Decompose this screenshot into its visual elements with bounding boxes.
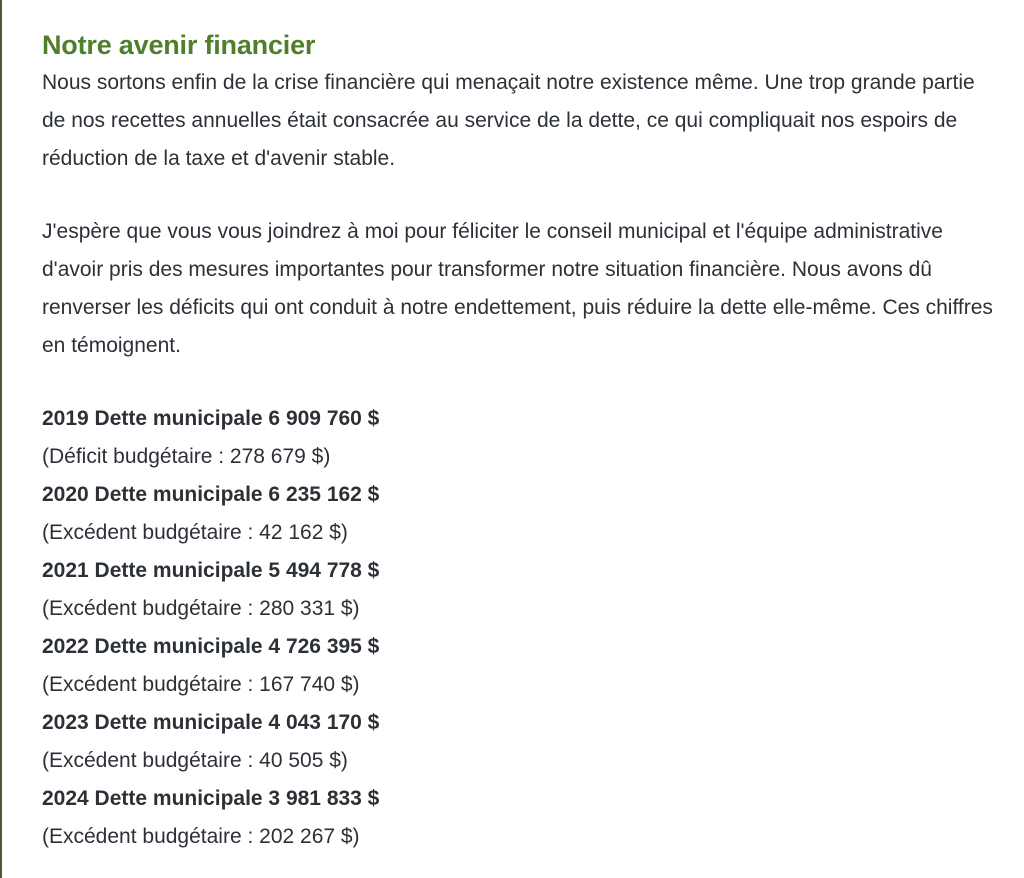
- debt-record-2023: [42, 704, 1002, 780]
- article-content: [42, 26, 1002, 856]
- debt-record-2019: [42, 400, 1002, 476]
- budget-balance-line: (Déficit budgétaire : 278 679 $): [42, 445, 331, 468]
- debt-record-2021: [42, 552, 1002, 628]
- congratulations-paragraph: J'espère que vous vous joindrez à moi pour féliciter le conseil municipal et l'équipe administrative d'avoir pris des mesures importantes pour transformer notre situation financière. Nous avons dû renverser les déficits qui ont conduit à notre endettement, puis réduire la dette elle-même. Ces chiffres en témoignent.: [42, 220, 993, 357]
- municipal-debt-line: 2022 Dette municipale 4 726 395 $: [42, 635, 380, 658]
- municipal-debt-line: 2024 Dette municipale 3 981 833 $: [42, 787, 380, 810]
- budget-balance-line: (Excédent budgétaire : 167 740 $): [42, 673, 360, 696]
- article-title: Notre avenir financier: [42, 30, 316, 60]
- debt-record-2022: [42, 628, 1002, 704]
- municipal-debt-line: 2023 Dette municipale 4 043 170 $: [42, 711, 380, 734]
- intro-paragraph: Nous sortons enfin de la crise financière qui menaçait notre existence même. Une trop grande partie de nos recettes annuelles était consacrée au service de la dette, ce qui compliquait nos espoirs de réduction de la taxe et d'avenir stable.: [42, 71, 975, 170]
- left-border-rule: [0, 0, 2, 878]
- municipal-debt-line: 2021 Dette municipale 5 494 778 $: [42, 559, 380, 582]
- municipal-debt-line: 2020 Dette municipale 6 235 162 $: [42, 483, 380, 506]
- debt-record-2020: [42, 476, 1002, 552]
- municipal-debt-line: 2019 Dette municipale 6 909 760 $: [42, 407, 380, 430]
- budget-balance-line: (Excédent budgétaire : 42 162 $): [42, 521, 348, 544]
- debt-record-2024: [42, 780, 1002, 856]
- budget-balance-line: (Excédent budgétaire : 202 267 $): [42, 825, 360, 848]
- budget-balance-line: (Excédent budgétaire : 280 331 $): [42, 597, 360, 620]
- budget-balance-line: (Excédent budgétaire : 40 505 $): [42, 749, 348, 772]
- debt-figures-list: [42, 400, 1002, 856]
